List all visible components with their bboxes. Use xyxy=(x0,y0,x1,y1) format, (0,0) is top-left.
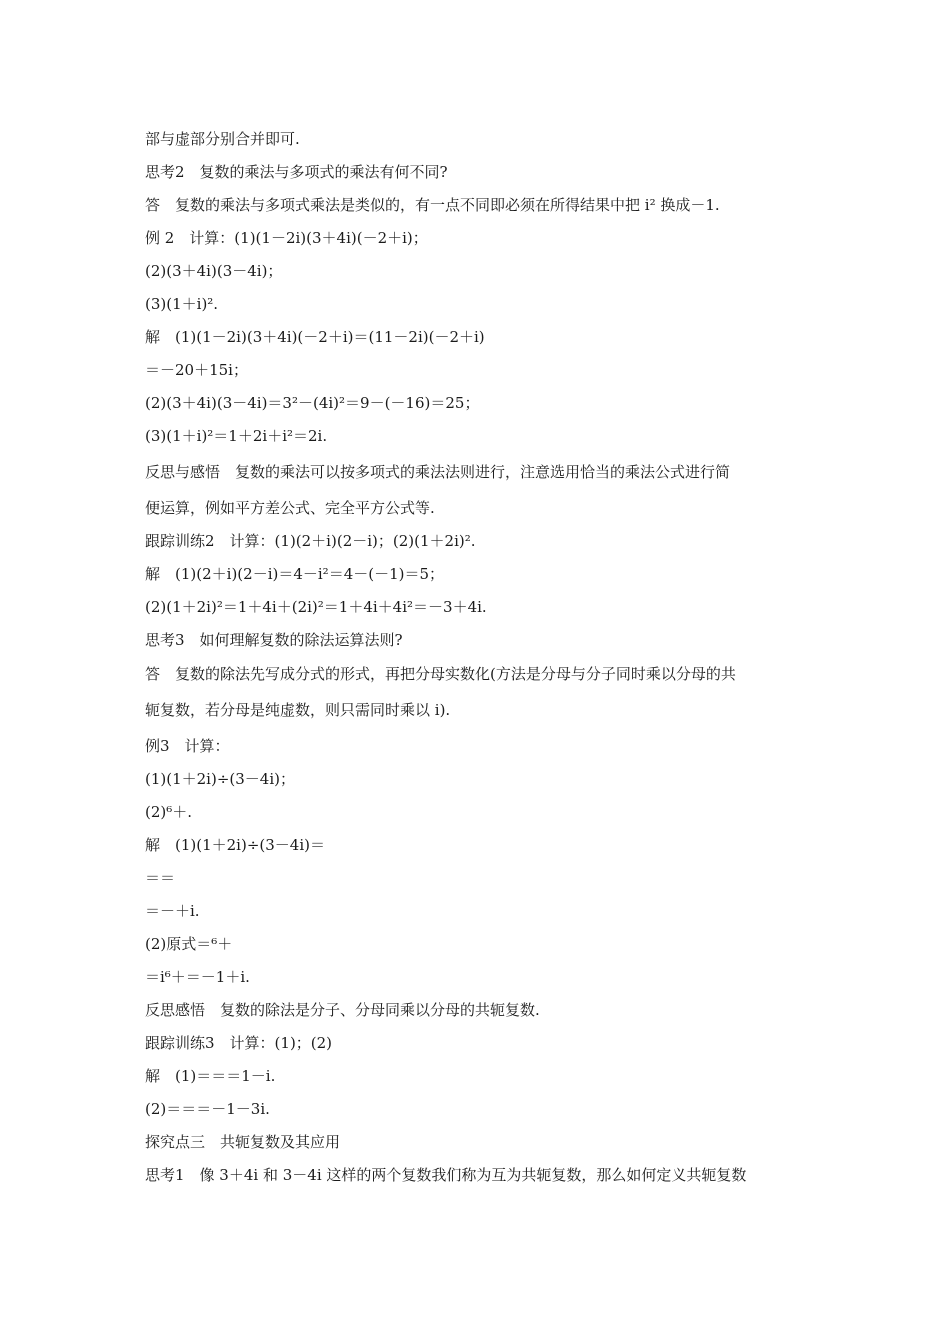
text-line: 解 (1)(1＋2i)÷(3－4i)＝ xyxy=(145,836,325,854)
text-line: (3)(1＋i)². xyxy=(145,295,219,313)
text-line: 跟踪训练2 计算：(1)(2＋i)(2－i)；(2)(1＋2i)². xyxy=(145,532,476,550)
text-line: (3)(1＋i)²＝1＋2i＋i²＝2i. xyxy=(145,427,328,445)
text-line: 例 2 计算：(1)(1－2i)(3＋4i)(－2＋i)； xyxy=(145,229,428,247)
text-line: ＝－＋i. xyxy=(145,902,200,920)
text-line: (2)(3＋4i)(3－4i)； xyxy=(145,262,283,280)
text-line: 探究点三 共轭复数及其应用 xyxy=(145,1133,341,1151)
text-line: (1)(1＋2i)÷(3－4i)； xyxy=(145,770,295,788)
text-line: 解 (1)＝＝＝1－i. xyxy=(145,1067,276,1085)
text-line: ＝－20＋15i； xyxy=(145,361,248,379)
text-line: 例3 计算： xyxy=(145,737,230,755)
text-line: 部与虚部分别合并即可. xyxy=(145,130,300,148)
text-line: 思考3 如何理解复数的除法运算法则? xyxy=(145,631,403,649)
text-line: (2)原式＝⁶＋ xyxy=(145,935,233,953)
text-line: 反思感悟 复数的除法是分子、分母同乘以分母的共轭复数. xyxy=(145,1001,540,1019)
text-line: ＝＝ xyxy=(145,869,176,887)
text-line: ＝i⁶＋＝－1＋i. xyxy=(145,968,250,986)
text-line: (2)⁶＋. xyxy=(145,803,193,821)
text-line: 解 (1)(2＋i)(2－i)＝4－i²＝4－(－1)＝5； xyxy=(145,565,445,583)
text-line: (2)＝＝＝－1－3i. xyxy=(145,1100,270,1118)
text-line: (2)(1＋2i)²＝1＋4i＋(2i)²＝1＋4i＋4i²＝－3＋4i. xyxy=(145,598,487,616)
text-line: 答 复数的乘法与多项式乘法是类似的，有一点不同即必须在所得结果中把 i² 换成－1. xyxy=(145,196,720,214)
text-line: 解 (1)(1－2i)(3＋4i)(－2＋i)＝(11－2i)(－2＋i) xyxy=(145,328,485,346)
text-line: 思考1 像 3＋4i 和 3－4i 这样的两个复数我们称为互为共轭复数，那么如何定义共轭复数 xyxy=(145,1166,747,1184)
text-line: 反思与感悟 复数的乘法可以按多项式的乘法法则进行，注意选用恰当的乘法公式进行简 xyxy=(145,463,731,481)
text-line: 答 复数的除法先写成分式的形式，再把分母实数化(方法是分母与分子同时乘以分母的共 xyxy=(145,665,736,683)
text-line: 轭复数，若分母是纯虚数，则只需同时乘以 i). xyxy=(145,701,451,719)
text-line: 思考2 复数的乘法与多项式的乘法有何不同? xyxy=(145,163,448,181)
text-line: 跟踪训练3 计算：(1)；(2) xyxy=(145,1034,333,1052)
text-line: (2)(3＋4i)(3－4i)＝3²－(4i)²＝9－(－16)＝25； xyxy=(145,394,480,412)
text-line: 便运算，例如平方差公式、完全平方公式等. xyxy=(145,499,435,517)
